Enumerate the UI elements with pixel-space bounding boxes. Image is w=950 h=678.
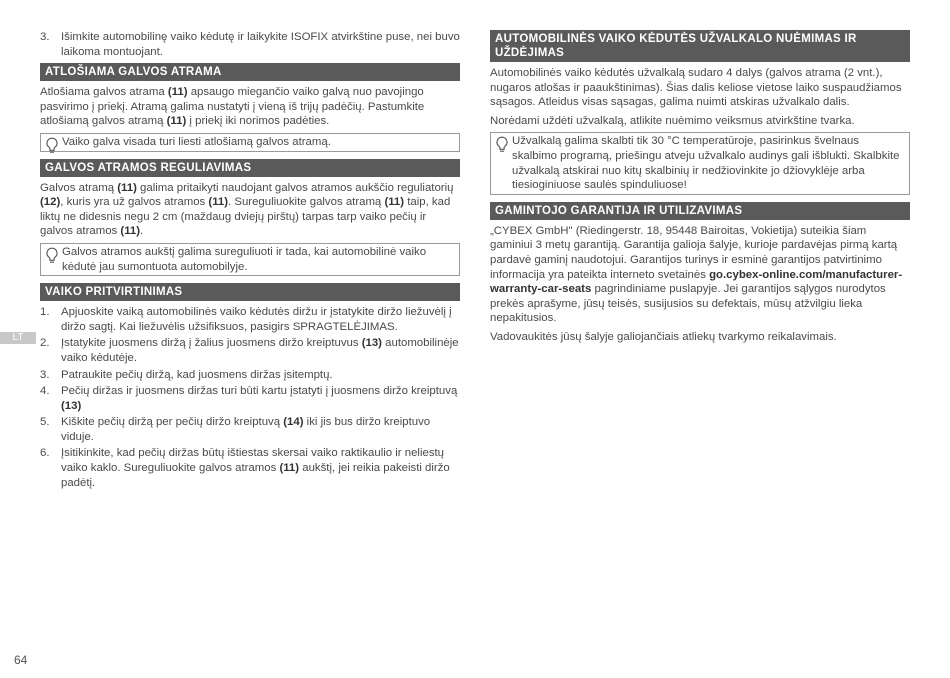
section-heading-cover-removal: AUTOMOBILINĖS VAIKO KĖDUTĖS UŽVALKALO NUĖMIMAS IR UŽDĖJIMAS xyxy=(490,30,910,62)
list-item: 4. Pečių diržas ir juosmens diržas turi būti kartu įstatyti į juosmens diržo kreiptuvą (13) xyxy=(40,385,458,412)
intro-list xyxy=(40,30,460,59)
note-box xyxy=(490,132,910,194)
securing-steps-list xyxy=(40,305,460,490)
disposal-paragraph: Vadovaukitės jūsų šalyje galiojančiais atliekų tvarkymo reikalavimais. xyxy=(490,330,837,343)
section-heading-warranty: GAMINTOJO GARANTIJA IR UTILIZAVIMAS xyxy=(490,202,910,220)
lightbulb-icon xyxy=(495,136,509,153)
section-heading-headrest-adjust: GALVOS ATRAMOS REGULIAVIMAS xyxy=(40,159,460,177)
warranty-paragraph: „CYBEX GmbH" (Riedingerstr. 18, 95448 Bairoitas, Vokietija) suteikia šiam gaminiui 3 metų garantiją. Garantija galioja šalyje, kurioje pardavėjas pirmą kartą pardavė gaminį naudotojui. Garantijos turinys ir esminė garantijos patvirtinimo informacija yra pateikta interneto svetainės go.cybex-online.com/manufacturer-warranty-car-seats pagrindiniame puslapyje. Jei garantijos sąlygos nurodytos prekės aprašyme, jūsų teisės, susijusios su defektais, mūsų atžvilgiu lieka nepakitusios. xyxy=(490,224,903,325)
page-number: 64 xyxy=(14,653,28,667)
list-item: 6. Įsitikinkite, kad pečių diržas būtų ištiestas skersai vaiko raktikaulio ir neliestų vaiko kaklo. Sureguliuokite galvos atramos (11) aukštį, jei reikia pakeisti diržo padėtį. xyxy=(40,447,450,489)
note-text: Užvalkalą galima skalbti tik 30 °C temperatūroje, pasirinkus švelnaus skalbimo programą, priešingu atveju užvalkalo audinys gali išblukti. Skalbkite užvalkalą atskirai nuo kitų skalbinių ir nedžiovinkite jo džiovyklėje arba tiesioginiuose saulės spinduliuose! xyxy=(512,135,900,192)
language-tab: LT xyxy=(0,332,36,344)
warranty-url: go.cybex-online.com/manufacturer-warranty-car-seats xyxy=(490,268,903,296)
cover-reattach-paragraph: Norėdami uždėti užvalkalą, atlikite nuėmimo veiksmus atvirkštine tvarka. xyxy=(490,114,855,127)
lightbulb-icon xyxy=(45,137,59,154)
item-text: Išimkite automobilinę vaiko kėdutę ir laikykite ISOFIX atvirkštine puse, nei buvo laikoma montuojant. xyxy=(61,31,460,58)
note-text: Vaiko galva visada turi liesti atlošiamą galvos atramą. xyxy=(62,135,331,148)
list-item: 5. Kiškite pečių diržą per pečių diržo kreiptuvą (14) iki jis bus diržo kreiptuvo viduje. xyxy=(40,416,431,443)
list-item xyxy=(40,30,460,59)
headrest-paragraph: Atlošiama galvos atrama (11) apsaugo miegančio vaiko galvą nuo pavojingo pasvirimo į priekį. Atramą galima nustatyti į vieną iš trijų padėčių. Pastumkite atlošiamą galvos atramą (11) į priekį iki norimos padėties. xyxy=(40,86,425,128)
item-number: 3. xyxy=(40,31,50,43)
section-heading-headrest: ATLOŠIAMA GALVOS ATRAMA xyxy=(40,63,460,81)
lightbulb-icon xyxy=(45,247,59,264)
note-box xyxy=(40,243,460,276)
left-column xyxy=(40,30,460,494)
note-text: Galvos atramos aukštį galima sureguliuoti ir tada, kai automobilinė vaiko kėdutė jau sumontuota automobilyje. xyxy=(62,245,427,273)
note-box xyxy=(40,133,460,152)
right-column xyxy=(490,30,910,349)
list-item: 1. Apjuoskite vaiką automobilinės vaiko kėdutės diržu ir įstatykite diržo liežuvėlį į diržo sagtį. Kai liežuvėlis užsifiksuos, pasigirs SPRAGTELĖJIMAS. xyxy=(40,306,452,333)
section-heading-securing-child: VAIKO PRITVIRTINIMAS xyxy=(40,283,460,301)
list-item: 2. Įstatykite juosmens diržą į žalius juosmens diržo kreiptuvus (13) automobilinėje vaiko kėdutėje. xyxy=(40,337,459,364)
cover-paragraph: Automobilinės vaiko kėdutės užvalkalą sudaro 4 dalys (galvos atrama (2 vnt.), nugaros atlošas ir paaukštinimas). Šias dalis keliose vietose laiko suspaudžiamos sąsagos. Atleidus visas sąsagas, galima nuimti atskiras užvalkalo dalis. xyxy=(490,67,902,109)
adjust-paragraph: Galvos atramą (11) galima pritaikyti naudojant galvos atramos aukščio reguliatorių (12), kuris yra už galvos atramos (11). Sureguliuokite galvos atramą (11) taip, kad liktų ne didesnis negu 2 cm (maždaug dviejų pirštų) tarpas tarp vaiko pečių ir galvos atramos (11). xyxy=(40,181,454,238)
list-item: 3. Patraukite pečių diržą, kad juosmens diržas įsitemptų. xyxy=(40,368,333,381)
